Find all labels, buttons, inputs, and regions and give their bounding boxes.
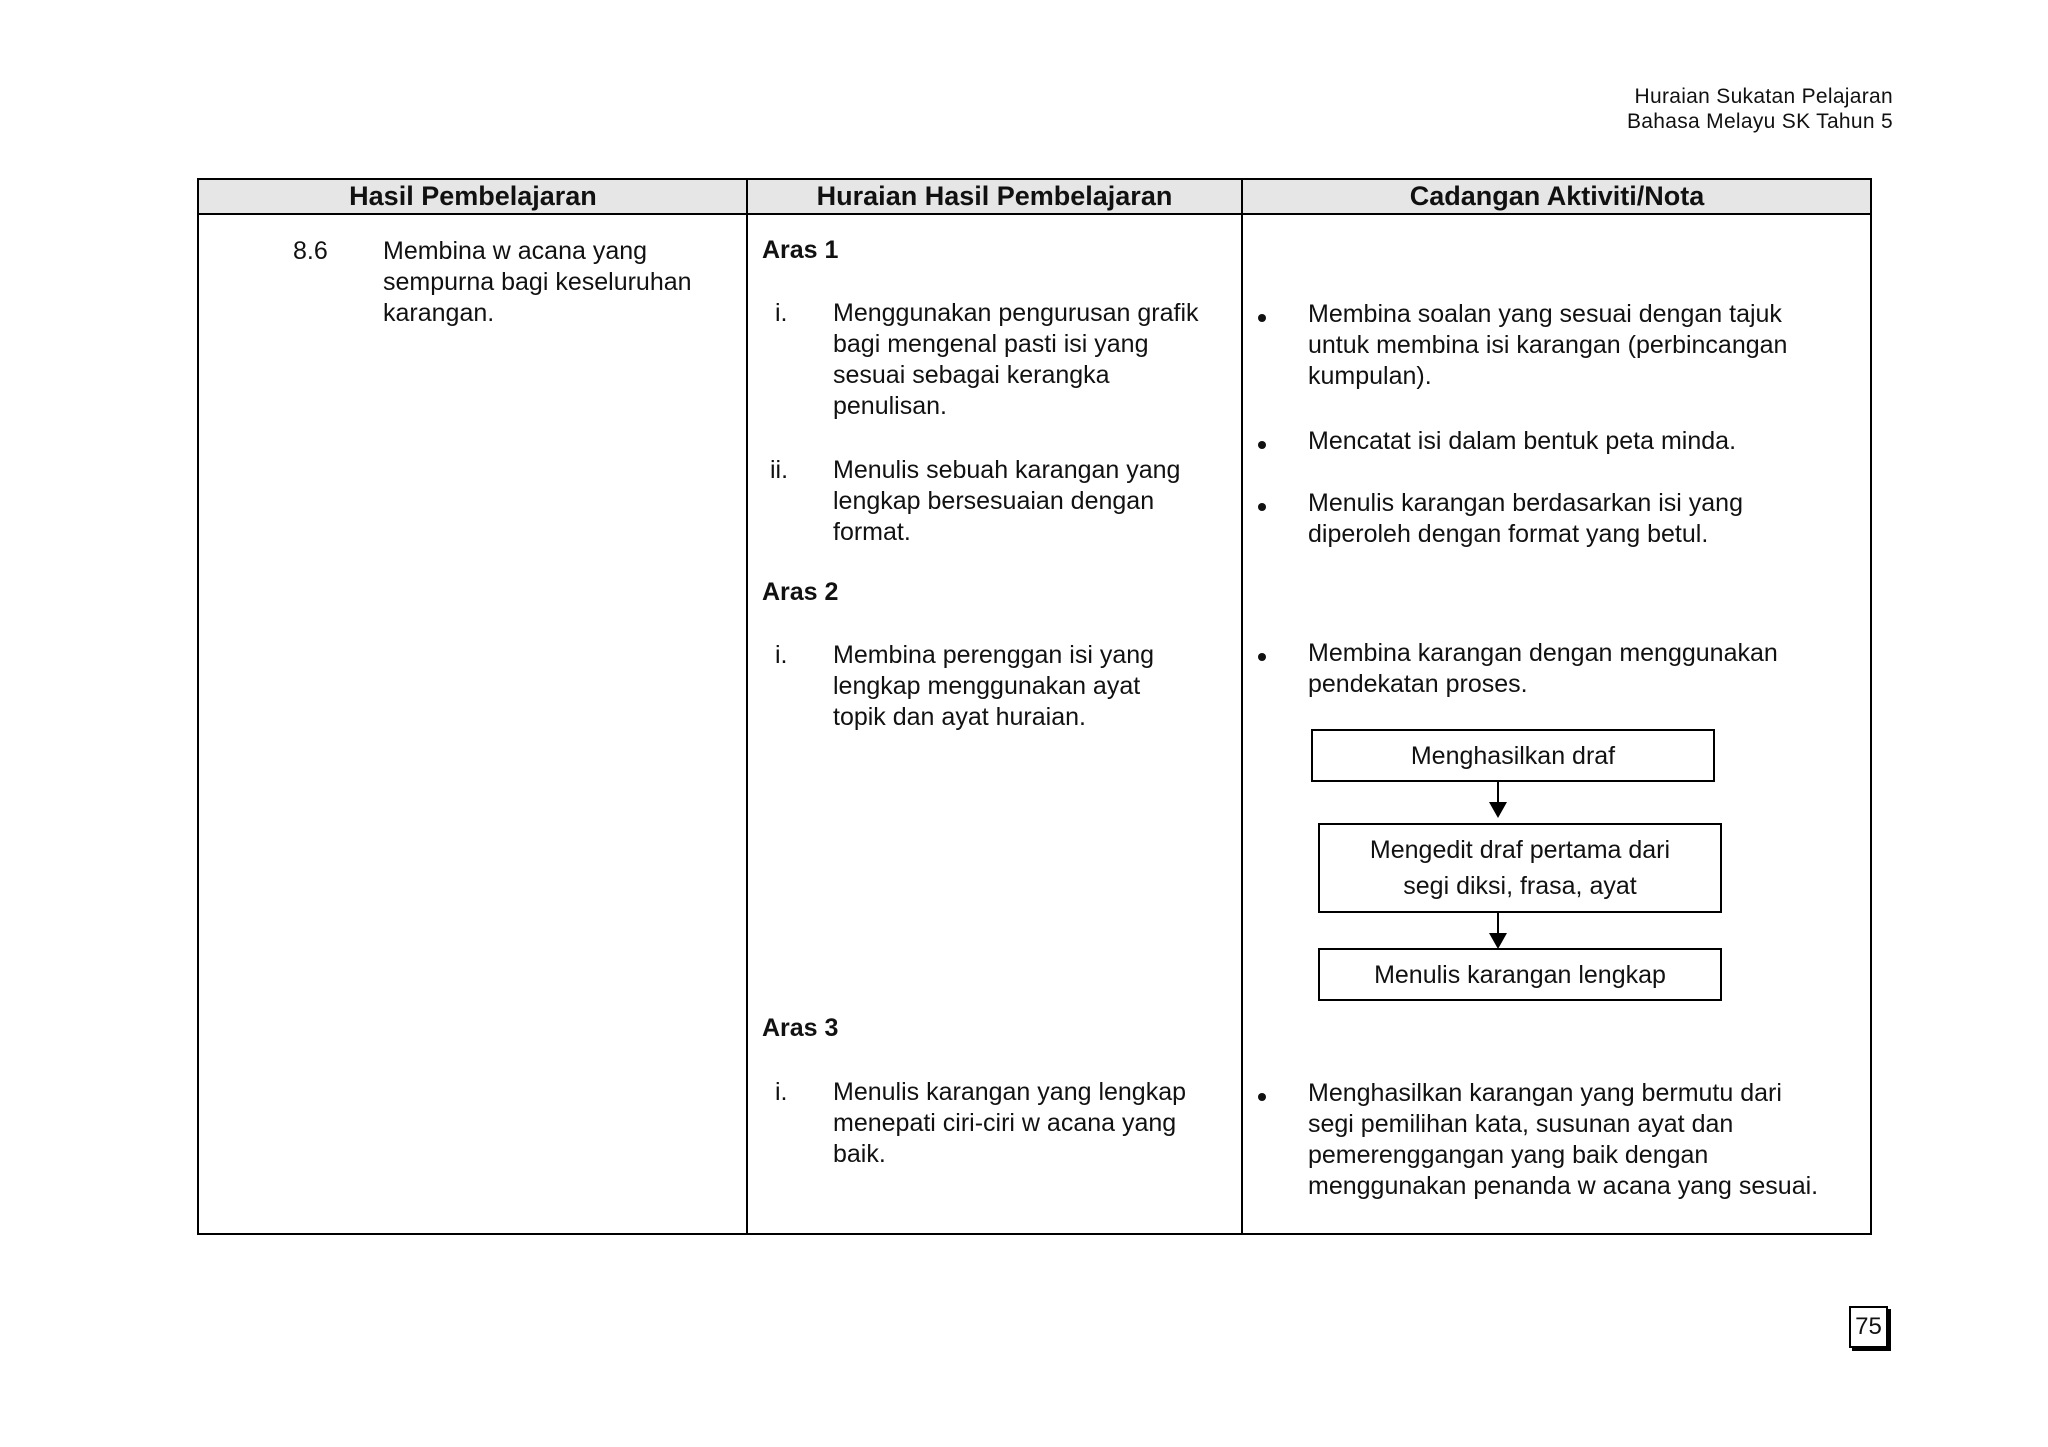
level-item-text bbox=[833, 298, 1199, 422]
activity-line: segi pemilihan kata, susunan ayat dan bbox=[1308, 1110, 1734, 1138]
item-line: topik dan ayat huraian. bbox=[833, 703, 1086, 731]
level-item-text bbox=[833, 640, 1154, 733]
item-line: lengkap bersesuaian dengan bbox=[833, 487, 1155, 515]
item-line: sesuai sebagai kerangka bbox=[833, 361, 1110, 389]
item-line: Menulis sebuah karangan yang bbox=[833, 456, 1181, 484]
activity-item bbox=[1308, 488, 1743, 550]
item-line: menepati ciri-ciri w acana yang bbox=[833, 1109, 1177, 1137]
arrow-down-icon bbox=[1489, 802, 1507, 818]
column-header-suggested-activities: Cadangan Aktiviti/Nota bbox=[1409, 181, 1705, 211]
item-numeral: i. bbox=[775, 641, 788, 669]
bullet-icon bbox=[1258, 441, 1266, 449]
item-numeral: i. bbox=[775, 1078, 788, 1106]
item-line: Membina perenggan isi yang bbox=[833, 641, 1155, 669]
bullet-icon bbox=[1258, 653, 1266, 661]
level-item-text bbox=[833, 455, 1180, 548]
item-line: Menulis karangan yang lengkap bbox=[833, 1078, 1187, 1106]
activity-line: untuk membina isi karangan (perbincangan bbox=[1308, 331, 1788, 359]
flowchart-step-label: Mengedit draf pertama dari bbox=[1369, 836, 1671, 864]
activity-line: Mencatat isi dalam bentuk peta minda. bbox=[1308, 427, 1737, 455]
column-divider bbox=[1241, 180, 1243, 1233]
level-heading: Aras 3 bbox=[762, 1014, 839, 1042]
flowchart-arrow bbox=[1497, 913, 1499, 935]
activity-line: diperoleh dengan format yang betul. bbox=[1308, 520, 1709, 548]
flowchart-step-write bbox=[1318, 948, 1722, 1001]
bullet-icon bbox=[1258, 1093, 1266, 1101]
level-heading: Aras 1 bbox=[762, 236, 839, 264]
flowchart-step-label: segi diksi, frasa, ayat bbox=[1403, 872, 1637, 900]
activity-item bbox=[1308, 299, 1787, 392]
bullet-icon bbox=[1258, 503, 1266, 511]
item-line: bagi mengenal pasti isi yang bbox=[833, 330, 1149, 358]
activity-line: pemerenggangan yang baik dengan bbox=[1308, 1141, 1709, 1169]
item-numeral: i. bbox=[775, 299, 788, 327]
arrow-down-icon bbox=[1489, 933, 1507, 949]
outcome-text-line: sempurna bagi keseluruhan bbox=[383, 268, 692, 296]
running-header-title: Huraian Sukatan Pelajaran bbox=[1634, 85, 1893, 108]
table-header-row bbox=[199, 180, 1870, 215]
flowchart-step-edit bbox=[1318, 823, 1722, 913]
item-line: Menggunakan pengurusan grafik bbox=[833, 299, 1199, 327]
flowchart-step-label: Menghasilkan draf bbox=[1410, 741, 1616, 770]
activity-line: Menulis karangan berdasarkan isi yang bbox=[1308, 489, 1743, 517]
running-header-subtitle: Bahasa Melayu SK Tahun 5 bbox=[1627, 110, 1893, 133]
item-numeral: ii. bbox=[770, 456, 789, 484]
activity-line: Membina karangan dengan menggunakan bbox=[1308, 639, 1778, 667]
bullet-icon bbox=[1258, 314, 1266, 322]
outcome-number: 8.6 bbox=[293, 237, 328, 265]
item-line: lengkap menggunakan ayat bbox=[833, 672, 1141, 700]
item-line: penulisan. bbox=[833, 392, 947, 420]
level-heading: Aras 2 bbox=[762, 578, 839, 606]
activity-line: Membina soalan yang sesuai dengan tajuk bbox=[1308, 300, 1782, 328]
activity-item bbox=[1308, 1078, 1818, 1202]
page-number: 75 bbox=[1849, 1306, 1888, 1348]
flowchart-arrow bbox=[1497, 782, 1499, 804]
activity-item bbox=[1308, 426, 1736, 457]
activity-line: Menghasilkan karangan yang bermutu dari bbox=[1308, 1079, 1782, 1107]
outcome-text bbox=[383, 236, 692, 329]
item-line: baik. bbox=[833, 1140, 886, 1168]
outcome-text-line: karangan. bbox=[383, 299, 495, 327]
column-divider bbox=[746, 180, 748, 1233]
outcome-text-line: Membina w acana yang bbox=[383, 237, 648, 265]
level-item-text bbox=[833, 1077, 1186, 1170]
column-header-learning-outcome: Hasil Pembelajaran bbox=[349, 181, 597, 211]
activity-line: menggunakan penanda w acana yang sesuai. bbox=[1308, 1172, 1819, 1200]
activity-item bbox=[1308, 638, 1778, 700]
flowchart-step-draft bbox=[1311, 729, 1715, 782]
activity-line: kumpulan). bbox=[1308, 362, 1432, 390]
column-header-outcome-description: Huraian Hasil Pembelajaran bbox=[816, 181, 1173, 211]
activity-line: pendekatan proses. bbox=[1308, 670, 1528, 698]
flowchart-step-label: Menulis karangan lengkap bbox=[1374, 960, 1666, 989]
item-line: format. bbox=[833, 518, 911, 546]
running-header bbox=[1627, 84, 1893, 134]
